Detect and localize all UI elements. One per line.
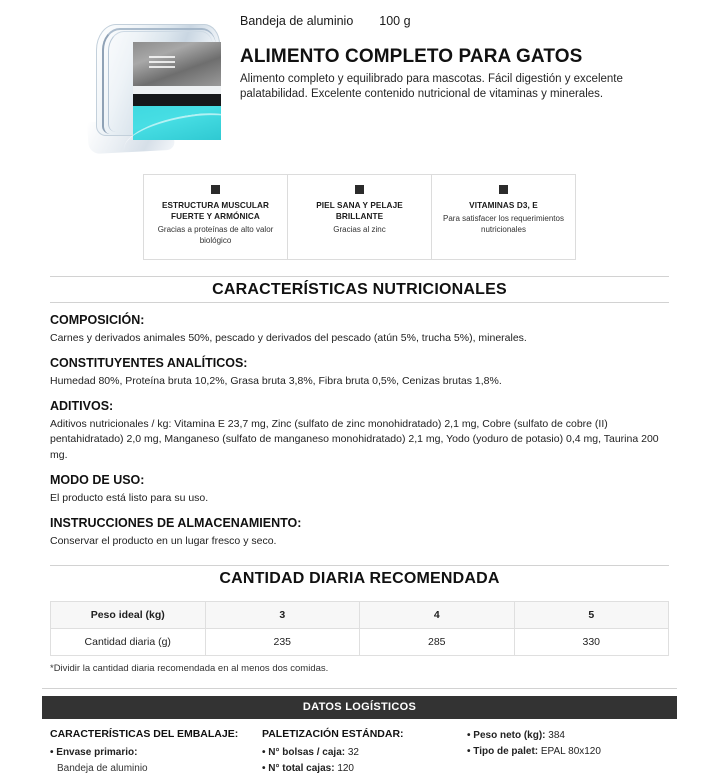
label-dark-stripe [133, 94, 221, 106]
logistics-item [467, 744, 669, 760]
feature-subtitle: Para satisfacer los requerimientos nutricionales [443, 214, 564, 234]
daily-amount-section-header [50, 565, 669, 591]
table-row-label: Cantidad diaria (g) [51, 629, 206, 656]
logistics-divider [42, 688, 677, 689]
logistics-item [262, 761, 467, 776]
logistics-item-key: • Tipo de palet: [467, 745, 539, 757]
logistics-item-value: 32 [347, 747, 359, 759]
usage-heading: MODO DE USO: [50, 472, 145, 487]
square-bullet-icon [355, 185, 364, 194]
label-cyan-panel [133, 106, 221, 140]
logistics-column-packaging [50, 728, 262, 776]
storage-block [50, 506, 669, 549]
additives-block [50, 389, 669, 463]
table-row [51, 629, 669, 656]
logistics-item-value: 384 [548, 730, 565, 742]
label-white-stripe [133, 86, 221, 94]
composition-block [50, 303, 669, 346]
table-header-cell: 4 [360, 602, 515, 629]
logistics-item-value: 120 [337, 762, 354, 774]
analytical-constituents-heading: CONSTITUYENTES ANALÍTICOS: [50, 355, 248, 370]
logistics-subitem: Bandeja de aluminio [57, 762, 148, 774]
composition-heading: COMPOSICIÓN: [50, 312, 145, 327]
table-cell: 330 [514, 629, 669, 656]
storage-text: Conservar el producto en un lugar fresco y seco. [50, 535, 277, 548]
aluminium-tray-illustration [88, 24, 220, 142]
logistics-column-palletization [262, 728, 467, 776]
daily-amount-table-wrap [50, 601, 669, 656]
analytical-constituents-text: Humedad 80%, Proteína bruta 10,2%, Grasa bruta 3,8%, Fibra bruta 0,5%, Cenizas brutas 1,8%. [50, 374, 502, 387]
usage-block [50, 463, 669, 506]
storage-heading: INSTRUCCIONES DE ALMACENAMIENTO: [50, 516, 302, 531]
square-bullet-icon [211, 185, 220, 194]
product-description: Alimento completo y equilibrado para mascotas. Fácil digestión y excelente palatabilidad. Excelente contenido nutricional de vitaminas y minerales. [240, 73, 623, 101]
logistics-item [467, 728, 669, 744]
logistics-item-key: • Peso neto (kg): [467, 730, 546, 742]
product-image [80, 10, 240, 158]
package-type: Bandeja de aluminio [240, 14, 354, 28]
logistics-column-weights [467, 728, 669, 776]
package-line [240, 14, 669, 28]
daily-amount-section-title: CANTIDAD DIARIA RECOMENDADA [219, 570, 500, 588]
package-weight: 100 g [379, 14, 411, 28]
daily-amount-table [50, 601, 669, 656]
nutrition-section-header [50, 276, 669, 303]
feature-title: ESTRUCTURA MUSCULAR FUERTE Y ARMÓNICA [161, 201, 270, 222]
table-cell: 285 [360, 629, 515, 656]
feature-title: VITAMINAS D3, E [469, 201, 538, 210]
daily-amount-note: *Dividir la cantidad diaria recomendada en al menos dos comidas. [50, 663, 329, 675]
logistics-column-heading: CARACTERÍSTICAS DEL EMBALAJE: [50, 728, 239, 741]
page-title: ALIMENTO COMPLETO PARA GATOS [240, 46, 583, 67]
composition-text: Carnes y derivados animales 50%, pescado y derivados del pescado (atún 5%, trucha 5%), minerales. [50, 331, 527, 344]
feature-box [288, 175, 432, 259]
additives-text: Aditivos nutricionales / kg: Vitamina E 23,7 mg, Zinc (sulfato de zinc monohidratado) 2,1 mg, Cobre (sulfato de cobre (II) pentahidratado) 2,0 mg, Manganeso (sulfato de manganeso monohidratado) 2,1 mg, Yodo (yoduro de potasio) 0,4 mg, Taurina 200 mg. [50, 418, 659, 461]
feature-title: PIEL SANA Y PELAJE BRILLANTE [316, 201, 403, 222]
logistics-item-key: • N° total cajas: [262, 762, 335, 774]
logistics-item-key: • Envase primario: [50, 747, 138, 759]
table-header-cell: 5 [514, 602, 669, 629]
additives-heading: ADITIVOS: [50, 399, 114, 414]
table-header-cell: 3 [205, 602, 360, 629]
usage-text: El producto está listo para su uso. [50, 491, 209, 504]
feature-subtitle: Gracias a proteínas de alto valor biológico [157, 225, 274, 245]
logistics-item-key: • N° bolsas / caja: [262, 747, 346, 759]
logistics-column-heading: PALETIZACIÓN ESTÁNDAR: [262, 728, 404, 741]
logistics-item [50, 745, 262, 761]
feature-subtitle: Gracias al zinc [333, 225, 386, 235]
logistics-item [262, 745, 467, 761]
hero-text [240, 10, 669, 103]
logistics-columns [50, 728, 669, 776]
logistics-banner: DATOS LOGÍSTICOS [42, 696, 677, 719]
label-photo-panel [133, 42, 221, 86]
feature-box [144, 175, 288, 259]
table-header-cell: Peso ideal (kg) [51, 602, 206, 629]
feature-box [432, 175, 575, 259]
table-header-row [51, 602, 669, 629]
feature-boxes [143, 174, 576, 260]
logistics-item-value: EPAL 80x120 [540, 745, 601, 757]
table-cell: 235 [205, 629, 360, 656]
hero-section [0, 0, 719, 158]
square-bullet-icon [499, 185, 508, 194]
analytical-constituents-block [50, 346, 669, 389]
nutrition-section-title: CARACTERÍSTICAS NUTRICIONALES [212, 280, 507, 298]
